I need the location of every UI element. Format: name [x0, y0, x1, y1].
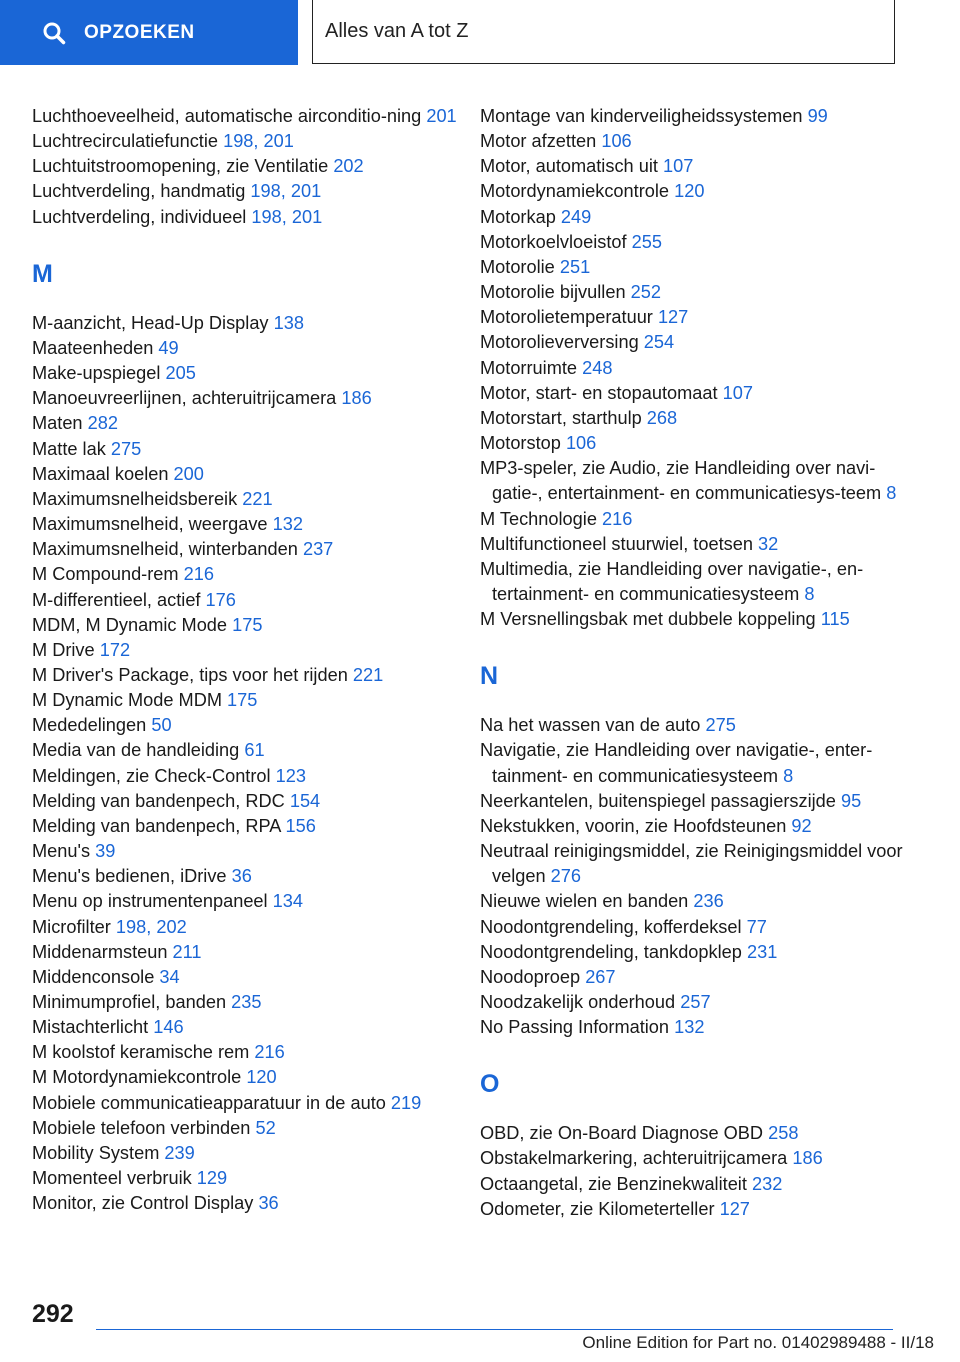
- page-reference-link[interactable]: 186: [792, 1148, 823, 1169]
- page-reference-link[interactable]: 216: [183, 564, 214, 585]
- index-term: Maximumsnelheid, weergave: [32, 514, 268, 535]
- index-term: M-differentieel, actief: [32, 589, 201, 610]
- index-entry: [480, 1146, 920, 1171]
- page-reference-link[interactable]: 32: [758, 533, 779, 554]
- index-term: M Motordynamiekcontrole: [32, 1067, 242, 1088]
- index-term: MDM, M Dynamic Mode: [32, 614, 228, 635]
- index-term: M Compound-rem: [32, 564, 179, 585]
- index-term: Middenarmsteun: [32, 941, 168, 962]
- index-term: M Versnellingsbak met dubbele koppeling: [480, 609, 816, 630]
- index-entry: [480, 940, 920, 965]
- index-entry: [32, 1166, 472, 1191]
- index-term: Mistachterlicht: [32, 1017, 149, 1038]
- index-term: No Passing Information: [480, 1017, 670, 1038]
- index-entry: [32, 462, 472, 487]
- index-entry: [32, 663, 472, 688]
- index-entry: [32, 940, 472, 965]
- page-reference-link[interactable]: 202: [333, 156, 364, 177]
- index-term: Motorruimte: [480, 357, 578, 378]
- index-entry: [480, 607, 920, 632]
- page-reference-link[interactable]: 8: [783, 765, 794, 786]
- index-term: Multifunctioneel stuurwiel, toetsen: [480, 533, 753, 554]
- page-reference-link[interactable]: 235: [231, 992, 262, 1012]
- index-entry: [480, 230, 920, 255]
- index-term: M-aanzicht, Head-Up Display: [32, 312, 269, 333]
- index-entry: [32, 1091, 472, 1116]
- page-reference-link[interactable]: 267: [585, 966, 616, 987]
- page-reference-link[interactable]: 49: [158, 337, 179, 358]
- index-entry: [480, 280, 920, 305]
- index-entry: [32, 1015, 472, 1040]
- index-term: M koolstof keramische rem: [32, 1042, 250, 1063]
- search-button[interactable]: [0, 0, 298, 65]
- index-term: Meldingen, zie Check-Control: [32, 765, 271, 786]
- index-term: Maateenheden: [32, 337, 154, 358]
- index-column-left: [32, 104, 472, 1216]
- page-reference-link[interactable]: 236: [693, 891, 724, 912]
- index-term: Mobiele communicatieapparatuur in de auto: [32, 1092, 386, 1113]
- index-term: Maten: [32, 413, 83, 434]
- index-entry: [480, 205, 920, 230]
- page-reference-link[interactable]: 275: [705, 715, 736, 736]
- page-reference-link[interactable]: 120: [674, 181, 705, 202]
- index-entry: [32, 1141, 472, 1166]
- index-term: Motorkap: [480, 206, 556, 227]
- index-entry: [32, 839, 472, 864]
- index-term: Menu op instrumentenpaneel: [32, 891, 268, 912]
- index-entry: [32, 789, 472, 814]
- page-reference-link[interactable]: 99: [807, 106, 828, 126]
- search-icon: [42, 21, 66, 45]
- index-entry: [32, 154, 472, 179]
- index-term: Maximumsnelheid, winterbanden: [32, 539, 298, 560]
- page-reference-link[interactable]: 107: [662, 156, 694, 177]
- page-reference-link[interactable]: 232: [751, 1173, 783, 1194]
- index-entry: [480, 557, 920, 607]
- page-reference-link[interactable]: 237: [302, 539, 334, 560]
- index-term: Minimumprofiel, banden: [32, 992, 227, 1012]
- page-reference-link[interactable]: 201: [426, 106, 457, 126]
- section-title: Alles van A tot Z: [312, 0, 895, 64]
- index-entry: [480, 738, 920, 788]
- page-reference-link[interactable]: 123: [275, 765, 306, 786]
- page-reference-link[interactable]: 50: [151, 715, 172, 736]
- page-reference-link[interactable]: 134: [272, 891, 304, 912]
- page-reference-link[interactable]: 107: [722, 382, 753, 403]
- index-term: Montage van kinderveiligheidssystemen: [480, 106, 803, 126]
- index-entry: [32, 336, 472, 361]
- index-entry: [32, 889, 472, 914]
- index-term: Motor, automatisch uit: [480, 156, 658, 177]
- index-term: M Driver's Package, tips voor het rijden: [32, 664, 348, 685]
- page-reference-link[interactable]: 231: [746, 941, 778, 962]
- page-reference-link[interactable]: 129: [196, 1168, 228, 1189]
- index-term: Noodoproep: [480, 966, 581, 987]
- page-reference-link[interactable]: 198, 202: [115, 916, 187, 937]
- index-entry: [480, 839, 920, 889]
- index-entry: [32, 688, 472, 713]
- index-entry: [480, 255, 920, 280]
- page-reference-link[interactable]: 254: [643, 332, 675, 353]
- index-term: Motorkoelvloeistof: [480, 231, 627, 252]
- page-reference-link[interactable]: 221: [242, 488, 273, 509]
- index-term: Motorolietemperatuur: [480, 307, 653, 328]
- index-term: Luchthoeveelheid, automatische airconditio‐ning: [32, 106, 422, 126]
- page-reference-link[interactable]: 172: [99, 639, 131, 660]
- index-term: Melding van bandenpech, RDC: [32, 790, 285, 811]
- page-reference-link[interactable]: 251: [559, 256, 591, 277]
- page-reference-link[interactable]: 175: [227, 690, 258, 711]
- index-term: Motorolie bijvullen: [480, 282, 626, 303]
- page-reference-link[interactable]: 115: [820, 609, 850, 630]
- index-term: Matte lak: [32, 438, 106, 459]
- page-reference-link[interactable]: 276: [550, 866, 582, 887]
- index-entry: [32, 738, 472, 763]
- index-entry: [32, 437, 472, 462]
- index-term: Middenconsole: [32, 966, 155, 987]
- index-entry: [32, 613, 472, 638]
- page-reference-link[interactable]: 258: [768, 1123, 799, 1144]
- index-letter-heading: M: [32, 259, 53, 288]
- page-reference-link[interactable]: 252: [630, 282, 661, 303]
- index-term: Luchtrecirculatiefunctie: [32, 131, 219, 152]
- page-reference-link[interactable]: 8: [804, 583, 815, 604]
- index-term: OBD, zie On-Board Diagnose OBD: [480, 1123, 764, 1144]
- index-entry: [32, 537, 472, 562]
- page-reference-link[interactable]: 216: [602, 508, 633, 529]
- index-term: Luchtverdeling, handmatig: [32, 181, 246, 202]
- index-entry: [480, 381, 920, 406]
- index-term: Neutraal reinigingsmiddel, zie Reinigingsmiddel voor velgen: [480, 841, 903, 887]
- index-entry: [32, 814, 472, 839]
- page-reference-link[interactable]: 219: [390, 1092, 422, 1113]
- page-reference-link[interactable]: 77: [746, 916, 767, 937]
- index-term: Make-upspiegel: [32, 363, 161, 384]
- index-entry: [480, 1015, 920, 1040]
- index-term: Noodontgrendeling, kofferdeksel: [480, 916, 742, 937]
- page-reference-link[interactable]: 255: [631, 231, 662, 252]
- index-entry: [32, 1065, 472, 1090]
- index-entry: [480, 990, 920, 1015]
- index-entry: [32, 104, 472, 129]
- index-entry: [32, 129, 472, 154]
- index-entry: [32, 205, 472, 230]
- index-entry: [32, 311, 472, 336]
- index-term: Momenteel verbruik: [32, 1168, 192, 1189]
- page-reference-link[interactable]: 205: [165, 363, 196, 384]
- index-term: Multimedia, zie Handleiding over navigatie-, en‐tertainment- en communicatiesysteem: [480, 558, 864, 604]
- index-entry: [32, 1116, 472, 1141]
- index-column-right: [480, 104, 920, 1222]
- index-term: Luchtuitstroomopening, zie Ventilatie: [32, 156, 329, 177]
- index-entry: [480, 532, 920, 557]
- page-reference-link[interactable]: 39: [95, 841, 116, 862]
- index-term: M Drive: [32, 639, 95, 660]
- page-reference-link[interactable]: 92: [791, 815, 812, 836]
- index-entry: [32, 638, 472, 663]
- index-entry: [480, 104, 920, 129]
- index-entry: [480, 129, 920, 154]
- index-term: Noodontgrendeling, tankdopklep: [480, 941, 742, 962]
- footer-divider: [96, 1329, 893, 1330]
- page-number: 292: [32, 1300, 74, 1328]
- index-entry: [32, 361, 472, 386]
- page-reference-link[interactable]: 248: [582, 357, 613, 378]
- page-reference-link[interactable]: 120: [246, 1067, 277, 1088]
- index-entry: [32, 487, 472, 512]
- index-entry: [32, 386, 472, 411]
- page-reference-link[interactable]: 61: [244, 740, 265, 761]
- page-reference-link[interactable]: 275: [110, 438, 142, 459]
- page-reference-link[interactable]: 221: [352, 664, 384, 685]
- index-term: Mobility System: [32, 1142, 160, 1163]
- index-term: Motorstop: [480, 433, 561, 454]
- index-term: Navigatie, zie Handleiding over navigatie-, enter‐tainment- en communicatiesysteem: [480, 740, 873, 786]
- footer-edition: Online Edition for Part no. 01402989488 - II/18: [582, 1333, 934, 1352]
- index-term: Nekstukken, voorin, zie Hoofdsteunen: [480, 815, 787, 836]
- index-entry: [480, 889, 920, 914]
- index-entry: [480, 1172, 920, 1197]
- page-reference-link[interactable]: 239: [164, 1142, 195, 1163]
- page-reference-link[interactable]: 95: [840, 790, 862, 811]
- index-entry: [480, 305, 920, 330]
- index-term: Na het wassen van de auto: [480, 715, 701, 736]
- index-entry: [32, 1191, 472, 1216]
- index-entry: [480, 965, 920, 990]
- page-reference-link[interactable]: 249: [560, 206, 592, 227]
- page-reference-link[interactable]: 200: [173, 463, 204, 484]
- index-term: Motorolie: [480, 256, 555, 277]
- index-letter-heading: O: [480, 1070, 500, 1099]
- index-term: Maximumsnelheidsbereik: [32, 488, 238, 509]
- index-entry: [32, 713, 472, 738]
- index-entry: [480, 507, 920, 532]
- index-entry: [480, 814, 920, 839]
- index-term: Maximaal koelen: [32, 463, 169, 484]
- page-reference-link[interactable]: 34: [159, 966, 180, 987]
- index-entry: [480, 789, 920, 814]
- index-entry: [480, 406, 920, 431]
- index-entry: [480, 154, 920, 179]
- top-bar: [0, 0, 960, 66]
- page-reference-link[interactable]: 146: [153, 1017, 184, 1038]
- index-term: Motor, start- en stopautomaat: [480, 382, 718, 403]
- index-entry: [32, 864, 472, 889]
- index-entry: [32, 512, 472, 537]
- index-letter-heading: N: [480, 662, 499, 691]
- page-reference-link[interactable]: 138: [273, 312, 304, 333]
- page-reference-link[interactable]: 8: [886, 483, 897, 504]
- page-reference-link[interactable]: 198, 201: [251, 206, 323, 227]
- index-term: Microfilter: [32, 916, 111, 937]
- index-entry: [480, 915, 920, 940]
- index-entry: [32, 179, 472, 204]
- index-term: Octaangetal, zie Benzinekwaliteit: [480, 1173, 747, 1194]
- index-term: Mobiele telefoon verbinden: [32, 1117, 251, 1138]
- index-entry: [480, 356, 920, 381]
- page-reference-link[interactable]: 36: [231, 866, 252, 887]
- index-term: Melding van bandenpech, RPA: [32, 815, 281, 836]
- index-term: MP3-speler, zie Audio, zie Handleiding over navi‐gatie-, entertainment- en communicatiesys‐teem: [480, 458, 882, 504]
- index-term: Noodzakelijk onderhoud: [480, 992, 676, 1012]
- page-reference-link[interactable]: 132: [272, 514, 303, 535]
- index-term: M Dynamic Mode MDM: [32, 690, 222, 711]
- index-entry: [32, 562, 472, 587]
- index-entry: [32, 965, 472, 990]
- page-reference-link[interactable]: 154: [289, 790, 321, 811]
- index-entry: [480, 713, 920, 738]
- page-reference-link[interactable]: 268: [646, 407, 678, 428]
- index-entry: [480, 1197, 920, 1222]
- index-entry: [480, 456, 920, 506]
- index-term: Neerkantelen, buitenspiegel passagierszijde: [480, 790, 836, 811]
- index-term: Motordynamiekcontrole: [480, 181, 670, 202]
- search-button-label: OPZOEKEN: [84, 21, 195, 43]
- page-reference-link[interactable]: 198, 201: [250, 181, 322, 202]
- index-term: Manoeuvreerlijnen, achteruitrijcamera: [32, 388, 337, 409]
- index-entry: [32, 915, 472, 940]
- index-entry: [32, 588, 472, 613]
- page-reference-link[interactable]: 176: [205, 589, 236, 610]
- page-reference-link[interactable]: 127: [657, 307, 689, 328]
- page-reference-link[interactable]: 156: [285, 815, 316, 836]
- page-reference-link[interactable]: 106: [601, 131, 632, 152]
- page-reference-link[interactable]: 216: [254, 1042, 285, 1063]
- index-term: Motorolieverversing: [480, 332, 639, 353]
- page-reference-link[interactable]: 132: [674, 1017, 705, 1038]
- index-term: Obstakelmarkering, achteruitrijcamera: [480, 1148, 788, 1169]
- index-entry: [480, 330, 920, 355]
- index-term: Nieuwe wielen en banden: [480, 891, 689, 912]
- page-reference-link[interactable]: 186: [341, 388, 372, 409]
- index-entry: [32, 411, 472, 436]
- index-term: Odometer, zie Kilometerteller: [480, 1198, 715, 1219]
- page-reference-link[interactable]: 175: [232, 614, 263, 635]
- page-reference-link[interactable]: 282: [87, 413, 118, 434]
- index-entry: [480, 431, 920, 456]
- index-term: M Technologie: [480, 508, 597, 529]
- page-reference-link[interactable]: 198, 201: [223, 131, 294, 152]
- index-term: Media van de handleiding: [32, 740, 240, 761]
- page-reference-link[interactable]: 257: [680, 992, 711, 1012]
- index-term: Monitor, zie Control Display: [32, 1193, 254, 1214]
- page-reference-link[interactable]: 127: [719, 1198, 750, 1219]
- index-term: Motorstart, starthulp: [480, 407, 642, 428]
- index-entry: [32, 1040, 472, 1065]
- page-reference-link[interactable]: 211: [172, 941, 202, 962]
- index-term: Motor afzetten: [480, 131, 597, 152]
- page-reference-link[interactable]: 106: [565, 433, 597, 454]
- index-entry: [32, 764, 472, 789]
- index-term: Luchtverdeling, individueel: [32, 206, 247, 227]
- index-entry: [32, 990, 472, 1015]
- index-term: Menu's bedienen, iDrive: [32, 866, 227, 887]
- index-entry: [480, 179, 920, 204]
- index-term: Menu's: [32, 841, 91, 862]
- index-term: Mededelingen: [32, 715, 147, 736]
- page-reference-link[interactable]: 36: [258, 1193, 279, 1214]
- page-reference-link[interactable]: 52: [255, 1117, 276, 1138]
- index-entry: [480, 1121, 920, 1146]
